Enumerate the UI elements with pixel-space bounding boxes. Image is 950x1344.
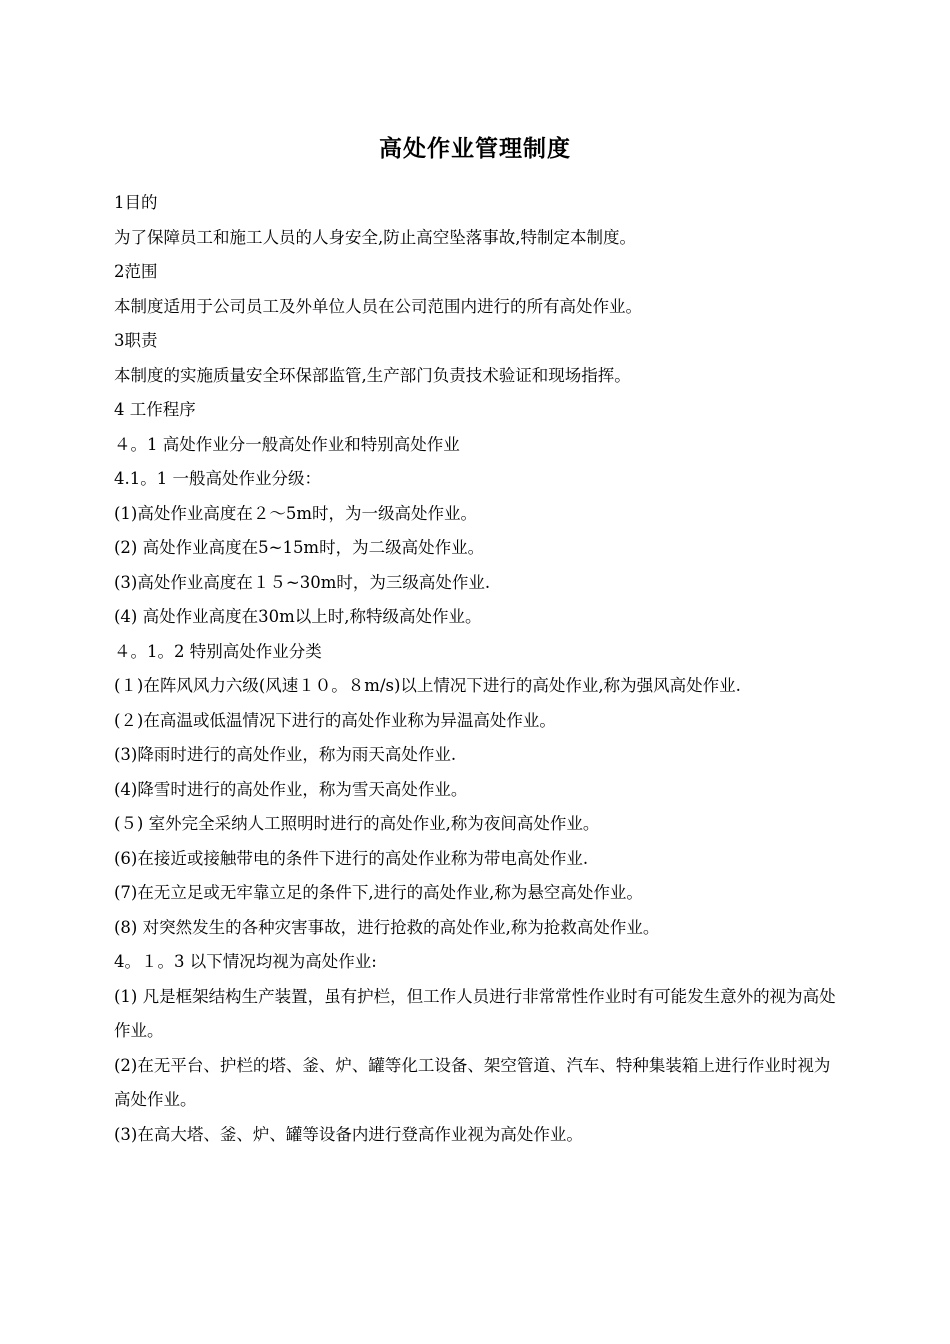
paragraph-scope: 本制度适用于公司员工及外单位人员在公司范围内进行的所有高处作业。 — [114, 296, 642, 316]
list-item: (7)在无立足或无牢靠立足的条件下,进行的高处作业,称为悬空高处作业。 — [114, 883, 643, 902]
paragraph-duties: 本制度的实施质量安全环保部监管,生产部门负责技术验证和现场指挥。 — [114, 365, 631, 385]
list-item: (4)降雪时进行的高处作业，称为雪天高处作业。 — [114, 779, 468, 799]
list-item: (6)在接近或接触带电的条件下进行的高处作业称为带电高处作业. — [114, 848, 589, 868]
document-body — [114, 186, 840, 1152]
subsection-heading-4-1: ４。1 高处作业分一般高处作业和特别高处作业 — [114, 434, 460, 454]
section-heading-scope: 2范围 — [114, 262, 158, 281]
list-item: (8) 对突然发生的各种灾害事故，进行抢救的高处作业,称为抢救高处作业。 — [114, 917, 660, 937]
list-item: (2)在无平台、护栏的塔、釜、炉、罐等化工设备、架空管道、汽车、特种集装箱上进行作业时视为高处作业。 — [114, 1055, 831, 1109]
section-heading-purpose: 1目的 — [114, 193, 158, 212]
list-item: (1)高处作业高度在２～5m时，为一级高处作业。 — [114, 503, 478, 523]
list-item: (５) 室外完全采纳人工照明时进行的高处作业,称为夜间高处作业。 — [114, 814, 600, 833]
list-item: (２)在高温或低温情况下进行的高处作业称为异温高处作业。 — [114, 710, 556, 730]
subsection-heading-4-1-1: 4.1。1 一般高处作业分级： — [114, 469, 321, 488]
document-title: 高处作业管理制度 — [379, 136, 571, 162]
list-item: (3)在高大塔、釜、炉、罐等设备内进行登高作业视为高处作业。 — [114, 1124, 583, 1144]
list-item: (4) 高处作业高度在30m以上时,称特级高处作业。 — [114, 607, 482, 626]
list-item: (１)在阵风风力六级(风速１０。８m/s)以上情况下进行的高处作业,称为强风高处作业. — [114, 676, 741, 695]
list-item: (1) 凡是框架结构生产装置，虽有护栏，但工作人员进行非常常性作业时有可能发生意外的视为高处作业。 — [114, 986, 836, 1040]
paragraph-purpose: 为了保障员工和施工人员的人身安全,防止高空坠落事故,特制定本制度。 — [114, 227, 636, 247]
subsection-heading-4-1-2: ４。1。2 特别高处作业分类 — [114, 641, 322, 661]
list-item: (3)高处作业高度在１５~30m时，为三级高处作业. — [114, 572, 491, 592]
list-item: (3)降雨时进行的高处作业，称为雨天高处作业. — [114, 745, 457, 764]
section-heading-procedure: 4 工作程序 — [114, 400, 196, 419]
subsection-heading-4-1-3: 4。１。3 以下情况均视为高处作业: — [114, 952, 377, 971]
list-item: (2) 高处作业高度在5~15m时，为二级高处作业。 — [114, 538, 485, 557]
section-heading-duties: 3职责 — [114, 331, 158, 350]
